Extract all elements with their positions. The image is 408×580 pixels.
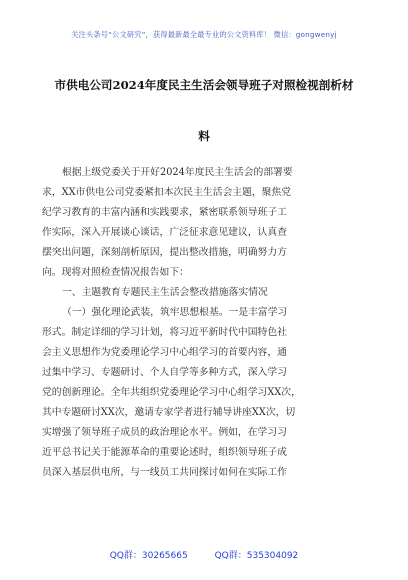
body-line: 摆突出问题，深刻剖析原因，提出整改措施，明确努力方	[42, 247, 287, 258]
document-body	[42, 163, 368, 483]
document-title-line-1: 市供电公司2024年度民主生活会领导班子对照检视剖析材	[54, 78, 354, 92]
body-line: 会主义思想作为党委理论学习中心组学习的首要内容，通	[42, 347, 287, 358]
document-title-line-2: 料	[198, 129, 210, 143]
header-promo: 关注头条号“公文研究”，获得最新最全最专业的公文资料库！ 微信：gongwenyj	[71, 30, 337, 39]
body-line: 向。现将对照检查情况报告如下：	[42, 267, 189, 278]
body-line: 其中专题研讨XX次，邀请专家学者进行辅导讲座XX次，切	[42, 407, 296, 418]
footer-qq-group-1: QQ群：30265665	[109, 551, 188, 561]
body-line: 近平总书记关于能源革命的重要论述时，组织领导班子成	[42, 447, 287, 458]
body-line: 求，XX市供电公司党委紧扣本次民主生活会主题，聚焦党	[42, 187, 292, 198]
body-line: 员深入基层供电所，与一线员工共同探讨如何在实际工作	[42, 467, 287, 478]
footer-contact	[0, 548, 408, 561]
body-line: 实增强了领导班子成员的政治理论水平。例如，在学习习	[42, 427, 287, 438]
body-line: 作实际，深入开展谈心谈话，广泛征求意见建议，认真查	[42, 227, 287, 238]
body-line: 党的创新理论。全年共组织党委理论学习中心组学习XX次，	[42, 387, 301, 398]
body-line: 根据上级党委关于开好2024年度民主生活会的部署要	[62, 167, 293, 178]
footer-qq-group-2: QQ群：535304092	[214, 551, 299, 561]
subsection-line: （一）强化理论武装，筑牢思想根基。一是丰富学习	[62, 307, 288, 318]
body-line: 纪学习教育的丰富内涵和实践要求，紧密联系领导班子工	[42, 207, 287, 218]
section-heading: 一、主题教育专题民主生活会整改措施落实情况	[62, 287, 268, 298]
body-line: 过集中学习、专题研讨、个人自学等多种方式，深入学习	[42, 367, 287, 378]
body-line: 形式。制定详细的学习计划，将习近平新时代中国特色社	[42, 327, 287, 338]
